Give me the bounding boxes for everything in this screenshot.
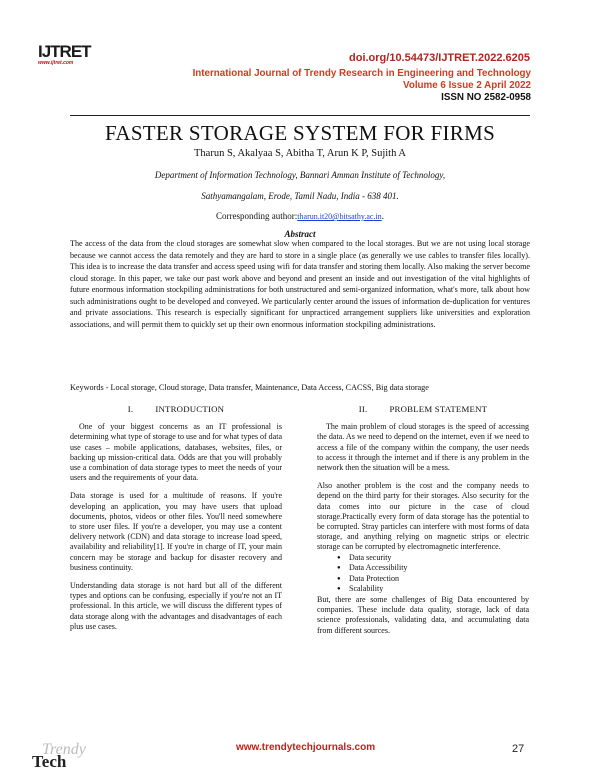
header-rule xyxy=(70,115,530,116)
journal-issn: ISSN NO 2582-0958 xyxy=(441,92,531,103)
footer-logo xyxy=(32,741,104,771)
problem-paragraph-3: But, there are some challenges of Big Data encountered by companies. These include data quality, storage, lack of data science professionals, validating data, and accumulating data from different sources. xyxy=(317,595,529,635)
keywords: Keywords - Local storage, Cloud storage, Data transfer, Maintenance, Data Access, CACSS, Big data storage xyxy=(70,383,429,392)
footer-url-link[interactable]: www.trendytechjournals.com xyxy=(236,742,376,753)
paper-title: FASTER STORAGE SYSTEM FOR FIRMS xyxy=(104,121,496,145)
logo-text: IJTRET xyxy=(38,42,91,61)
abstract-heading: Abstract xyxy=(284,229,316,239)
affiliation-line-2: Sathyamangalam, Erode, Tamil Nadu, India - 638 401. xyxy=(201,191,399,201)
list-item: ● Data Accessibility xyxy=(337,563,529,574)
journal-header xyxy=(148,68,531,104)
left-column xyxy=(70,404,282,640)
corresponding-end: . xyxy=(381,211,384,221)
corresponding-author xyxy=(0,211,600,221)
journal-volume: Volume 6 Issue 2 April 2022 xyxy=(403,80,531,91)
list-item: ● Data security xyxy=(337,553,529,564)
affiliation-line-1: Department of Information Technology, Bannari Amman Institute of Technology, xyxy=(154,170,446,180)
doi-link[interactable]: doi.org/10.54473/IJTRET.2022.6205 xyxy=(349,52,530,64)
footer-logo-bottom: Tech xyxy=(32,752,67,771)
section-heading-problem xyxy=(317,404,529,414)
journal-logo xyxy=(38,44,134,76)
journal-name: International Journal of Trendy Research in Engineering and Technology xyxy=(192,68,531,79)
section-heading-introduction xyxy=(70,404,282,414)
problem-paragraph-1: The main problem of cloud storages is the speed of accessing the data. As we need to depend on the internet, even if we need to access a file of the company within the company, the user needs to access it through the internet and if there is any problem in the network then the situation will be a mess. xyxy=(317,422,529,473)
intro-paragraph-2: Data storage is used for a multitude of reasons. If you're developing an application, you may have users that upload documents, photos, videos or other files. You'll need somewhere to store user files. If you're a developer, you may use a content delivery network (CDN) and data storage to increase load speed, availability and reliability[1]. If you're in charge of IT, your main concern may be storage and backup for disaster recovery and business continuity. xyxy=(70,491,282,572)
section-number: I. xyxy=(127,404,134,414)
challenge-list xyxy=(317,553,529,595)
list-item: ● Data Protection xyxy=(337,574,529,585)
abstract-text: The access of the data from the cloud storages are somewhat slow when compared to the local storages. But we are not using local storage because we cannot access the data remotely and they are hard to store in a single place (as generally we use cables to transfer files locally). This idea is to increase the data transfer and access speed using wifi for data transfer and storing them locally. Also making the server become cloud storage. In this paper, we take our past work above and beyond and present an inside and out investigation of the vital highlights of future enormous information stockpiling administrations for both unstructured and semi-organized information, what's more, talk about how such administrations ought to be developed and conveyed. We particularly center around the issues of information de-duplication for ventures and private associations. This research is especially significant for unpracticed arrangement suppliers like universities and exploration associations, and will permit them to quickly set up their own enormous information stockpiling administrations. xyxy=(70,239,530,329)
logo-subtext: www.ijtret.com xyxy=(38,60,74,66)
page-number: 27 xyxy=(512,743,525,755)
paper-authors: Tharun S, Akalyaa S, Abitha T, Arun K P, Sujith A xyxy=(194,148,406,159)
list-item: ● Scalability xyxy=(337,584,529,595)
section-number: II. xyxy=(358,404,368,414)
corresponding-email[interactable]: tharun.it20@bitsathy.ac.in xyxy=(297,212,382,221)
section-title: INTRODUCTION xyxy=(155,404,225,414)
problem-paragraph-2: Also another problem is the cost and the company needs to depend on the third party for their storages. Also security for the data comes into our picture in the case of cloud storage.Practically every form of data storage has the potential to be corrupted. Stray particles can interfere with most forms of data storage, and anything relying on magnetic strips or electric storage can be corrupted by electromagnetic interference. xyxy=(317,481,529,552)
footer-logo-top: Trendy xyxy=(42,741,86,758)
intro-paragraph-3: Understanding data storage is not hard but all of the different types and options can be confusing, especially if you're not an IT professional. In this article, we will discuss the different types of data storage along with the advantages and disadvantages of each plus use cases. xyxy=(70,581,282,631)
right-column xyxy=(317,404,529,636)
section-title: PROBLEM STATEMENT xyxy=(389,404,488,414)
intro-paragraph-1: One of your biggest concerns as an IT professional is determining what type of storage to use and for what types of data use cases – mobile applications, databases, websites, files, or backing up mission-critical data. Odds are that you will probably use a combination of data storage types to meet the needs of your users and the requirements of your data. xyxy=(70,422,282,483)
corresponding-label: Corresponding author: xyxy=(216,211,298,221)
